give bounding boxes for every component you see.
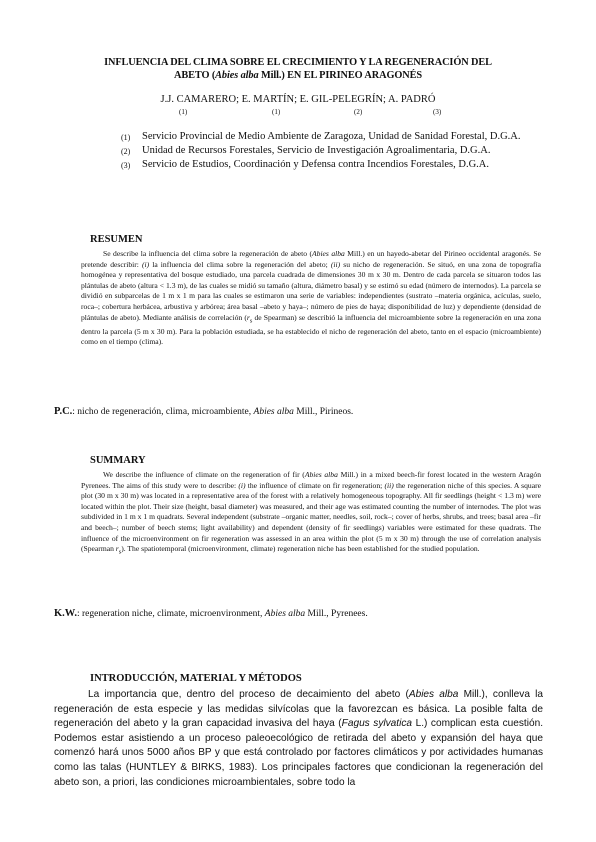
species-name: Abies alba <box>264 609 306 619</box>
author-affil-mark: (1) <box>272 108 281 116</box>
stat-subscript: s <box>118 548 122 556</box>
summary-paragraph <box>81 470 541 558</box>
text-run: L.) complican esta cuestión. Podemos estar asistiendo a un proceso paleoecológico de retirada del abeto y expansión del haya que comenzó hará unos 5000 años BP y que está controlado por factores climáticos y por actividades humanas como las talas (HUNTLEY & BIRKS, 1983). Los principales factores que condicionan la regeneración del abeto son, a priori, las condiciones microambientales, sobre todo la <box>54 718 543 788</box>
text-run: de Spearman) se describió la influencia del microambiente sobre la regeneración en una zona dentro la parcela (5 m x 30 m). Para la población estudiada, se ha establecido el nicho de regeneración del abeto, tanto en el espacio (microambiente) como en el tiempo (clima). <box>81 312 542 347</box>
list-marker: (i) <box>141 259 150 269</box>
title-line-2 <box>60 69 536 82</box>
author-affil-mark: (1) <box>179 108 188 116</box>
species-name: Abies alba <box>312 249 345 258</box>
affiliation-number: (3) <box>121 161 131 170</box>
text-run: su nicho de regeneración. Se situó, en una zona de topografía homogénea y representativa del bosque estudiado, una parcela cuadrada de dimensiones 30 m x 30 m. Dentro de cada parcela se situaron todos las plántulas de abeto (altura < 1.3 m), de las cuales se midió su tamaño (altura, diámetro basal) y se estimó su edad (número de internodos). La parcela se dividió en subparcelas de 1 m x 1 m para las cuales se estimaron una serie de variables: independientes (sustrato –materia orgánica, acículas, suelo, roca–; cobertura herbácea, arbustiva y arbórea; área basal –abeto y haya–; número de pies de haya; disponibilidad de luz) y dependiente (densidad de plántulas de abeto). Mediante análisis de correlación ( <box>81 259 541 322</box>
list-marker: (ii) <box>384 480 394 490</box>
text-run: Mill.) en un hayedo-abetar del Pirineo occidental aragonés. Se pretende describir: <box>81 249 541 269</box>
stat-symbol: r <box>246 312 250 322</box>
author-affil-mark: (2) <box>354 108 363 116</box>
affiliation-text: Unidad de Recursos Forestales, Servicio de Investigación Agroalimentaria, D.G.A. <box>142 145 491 156</box>
palabras-clave <box>54 406 353 418</box>
affiliation-text: Servicio Provincial de Medio Ambiente de Zaragoza, Unidad de Sanidad Forestal, D.G.A. <box>142 131 521 142</box>
affiliation-list <box>121 130 551 172</box>
affiliation-number: (1) <box>121 133 131 142</box>
text-run: Mill.), conlleva la regeneración de esta especie y las medidas silvícolas que la favorezcan es básica. La posible falta de regeneración del abeto y la gran capacidad invasiva del haya ( <box>54 689 543 730</box>
affiliation-item <box>121 158 551 171</box>
keywords-text: Mill., Pirineos. <box>293 407 354 417</box>
affiliation-number: (2) <box>121 147 131 156</box>
intro-paragraph <box>54 688 543 790</box>
paper-title <box>60 56 536 82</box>
text-run: ). The spatiotemporal (microenvironment, climate) regeneration niche has been established for the studied population. <box>121 544 480 554</box>
keywords-text: Mill., Pyrenees. <box>305 609 368 619</box>
keywords-label: K.W. <box>54 608 77 619</box>
stat-subscript: s <box>249 317 253 325</box>
summary-heading: SUMMARY <box>90 455 146 466</box>
list-marker: (ii) <box>330 259 341 269</box>
keywords-label: P.C. <box>54 406 73 417</box>
author-list: J.J. CAMARERO; E. MARTÍN; E. GIL-PELEGRÍN; A. PADRÓ <box>160 94 436 105</box>
text-run: the influence of climate on fir regeneration; <box>245 480 385 490</box>
text-run: We describe the influence of climate on the regeneration of fir ( <box>103 470 305 479</box>
list-marker: (i) <box>238 480 246 490</box>
keywords-text: : nicho de regeneración, clima, microambiente, <box>72 407 254 417</box>
resumen-heading: RESUMEN <box>90 234 143 245</box>
title-text: Mill.) EN EL PIRINEO ARAGONÉS <box>258 70 422 81</box>
text-run: La importancia que, dentro del proceso de decaimiento del abeto ( <box>88 689 409 700</box>
species-name: Abies alba <box>408 689 459 700</box>
text-run: la influencia del clima sobre la regeneración del abeto; <box>149 259 331 269</box>
text-run: Mill.) in a mixed beech-fir forest located in the western Aragón Pyrenees. The aims of this study were to describe: <box>81 470 541 490</box>
affiliation-item <box>121 144 551 157</box>
text-run: the regeneration niche of this species. A square plot (30 m x 30 m) was located in a representative area of the forest with a relatively homogeneous topography. All fir seedlings (height < 1.3 m) were located within the plot. Their size (height, basal diameter) was measured, and their age was estimated counting the number of internodes. The plot was subdivided in 1 m x 1 m quadrats. Several independent (substrate –organic matter, needles, soil, rock–; cover of herbs, shrubs, and trees; basal area –fir and beech–; number of beech stems; light availability) and dependent (density of fir seedlings) variables were estimated for these quadrats. The influence of the microenvironment on fir regeneration was assessed in an area within the plot (5 m x 30 m) through the use of correlation analysis (Spearman <box>81 480 541 554</box>
affiliation-text: Servicio de Estudios, Coordinación y Defensa contra Incendios Forestales, D.G.A. <box>142 159 490 170</box>
title-text: ABETO ( <box>173 70 216 81</box>
keywords-text: : regeneration niche, climate, microenvironment, <box>76 609 265 619</box>
stat-symbol: r <box>115 544 119 554</box>
text-run: Se describe la influencia del clima sobre la regeneración de abeto ( <box>103 249 313 258</box>
species-name: Abies alba <box>253 407 294 417</box>
resumen-paragraph <box>81 249 541 348</box>
species-name: Fagus sylvatica <box>341 718 413 730</box>
species-name: Abies alba <box>304 470 338 479</box>
keywords <box>54 608 368 620</box>
intro-heading: INTRODUCCIÓN, MATERIAL Y MÉTODOS <box>90 673 302 684</box>
author-affil-mark: (3) <box>433 108 442 116</box>
title-line-1: INFLUENCIA DEL CLIMA SOBRE EL CRECIMIENTO Y LA REGENERACIÓN DEL <box>104 57 492 68</box>
affiliation-item <box>121 130 551 143</box>
title-species: Abies alba <box>215 70 259 81</box>
